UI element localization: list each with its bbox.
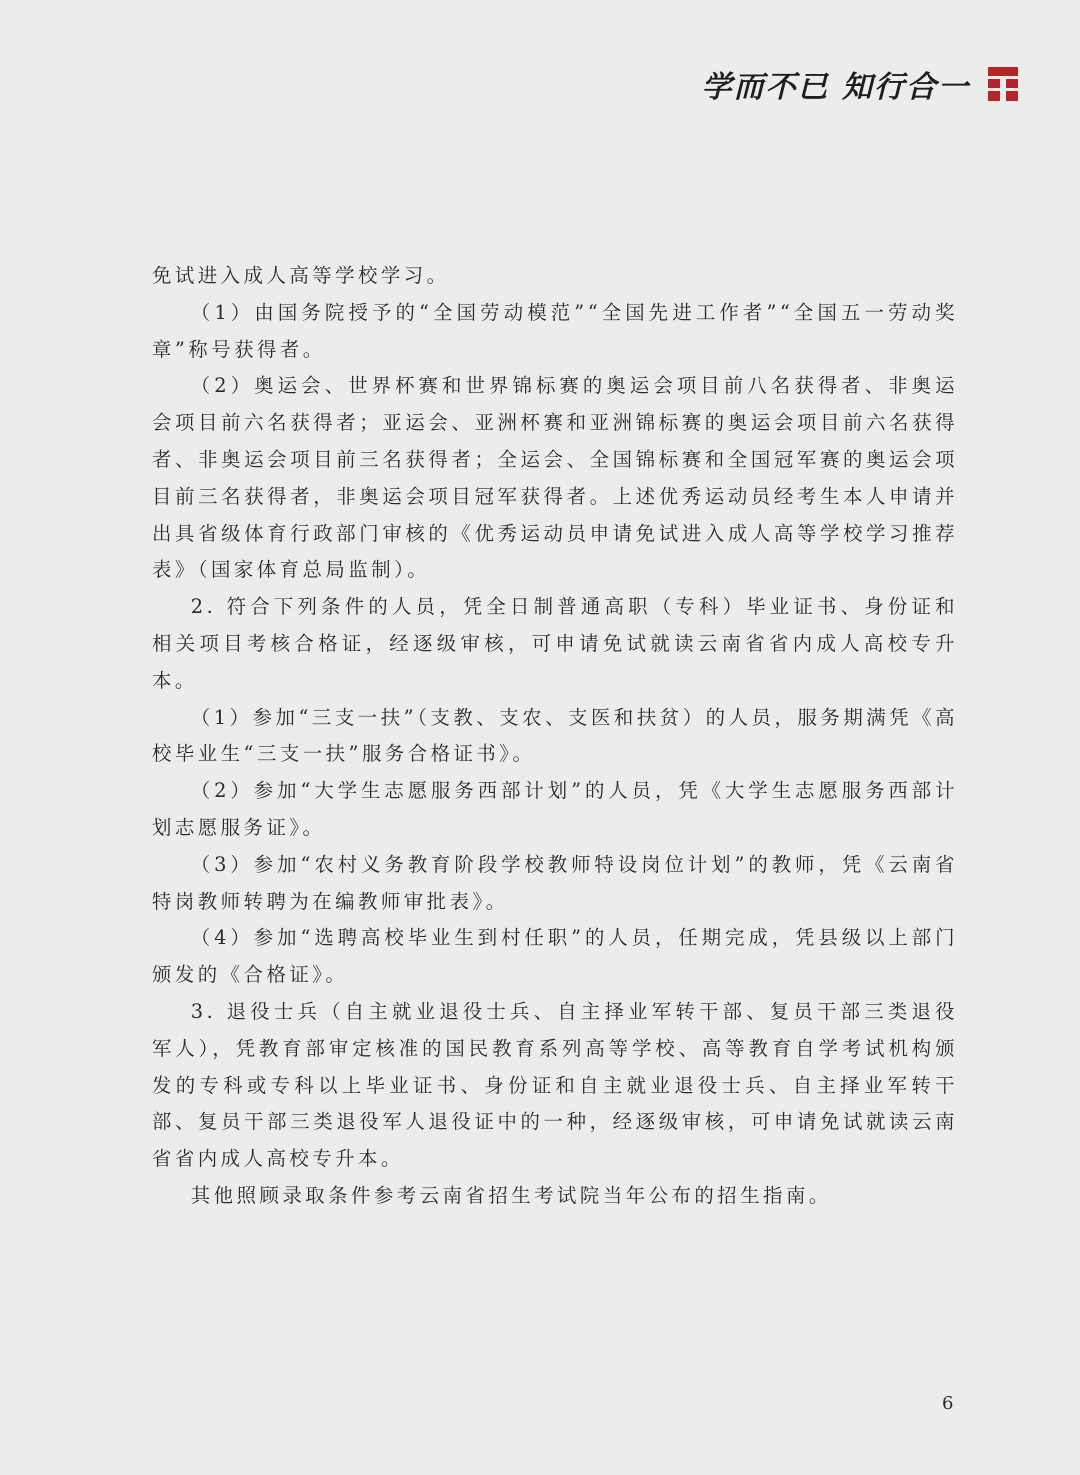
paragraph-item-2-4: （4）参加“选聘高校毕业生到村任职”的人员，任期完成，凭县级以上部门颁发的《合格证》。 (152, 926, 958, 987)
paragraph-continuation: 免试进入成人高等学校学习。 (152, 264, 450, 287)
paragraph-item-1-1: （1）由国务院授予的“全国劳动模范”“全国先进工作者”“全国五一劳动奖章”称号获得者。 (152, 300, 958, 361)
school-logo-icon (988, 67, 1018, 101)
header-motto: 学而不已 知行合一 (701, 70, 970, 105)
paragraph-item-1-2: （2）奥运会、世界杯赛和世界锦标赛的奥运会项目前八名获得者、非奥运会项目前六名获得者；亚运会、亚洲杯赛和亚洲锦标赛的奥运会项目前六名获得者、非奥运会项目前三名获得者；全运会、全国锦标赛和全国冠军赛的奥运会项目前三名获得者，非奥运会项目冠军获得者。上述优秀运动员经考生本人申请并出具省级体育行政部门审核的《优秀运动员申请免试进入成人高等学校学习推荐表》（国家体育总局监制）。 (152, 374, 958, 582)
page-number: 6 (942, 1393, 954, 1414)
paragraph-item-2-1: （1）参加“三支一扶”（支教、支农、支医和扶贫）的人员，服务期满凭《高校毕业生“三支一扶”服务合格证书》。 (152, 705, 958, 766)
paragraph-item-2-2: （2）参加“大学生志愿服务西部计划”的人员，凭《大学生志愿服务西部计划志愿服务证》。 (152, 779, 958, 839)
paragraph-section-2: 2. 符合下列条件的人员，凭全日制普通高职（专科）毕业证书、身份证和相关项目考核合格证，经逐级审核，可申请免试就读云南省省内成人高校专升本。 (152, 595, 958, 692)
paragraph-item-2-3: （3）参加“农村义务教育阶段学校教师特设岗位计划”的教师，凭《云南省特岗教师转聘为在编教师审批表》。 (152, 852, 958, 913)
paragraph-closing: 其他照顾录取条件参考云南省招生考试院当年公布的招生指南。 (190, 1183, 832, 1207)
page-header (702, 62, 1018, 106)
document-body (152, 258, 958, 1215)
paragraph-section-3: 3. 退役士兵（自主就业退役士兵、自主择业军转干部、复员干部三类退役军人），凭教育部审定核准的国民教育系列高等学校、高等教育自学考试机构颁发的专科或专科以上毕业证书、身份证和自主就业退役士兵、自主择业军转干部、复员干部三类退役军人退役证中的一种，经逐级审核，可申请免试就读云南省省内成人高校专升本。 (152, 999, 958, 1171)
